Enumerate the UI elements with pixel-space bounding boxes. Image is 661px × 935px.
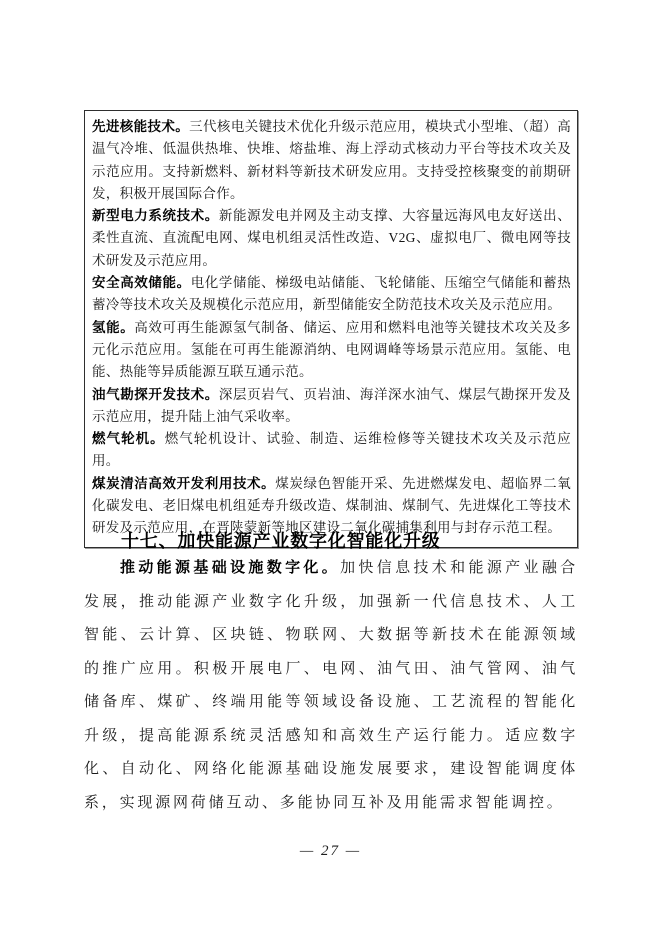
technology-definitions-box <box>84 110 578 548</box>
tech-entry-gas-turbine <box>92 428 571 473</box>
tech-entry-energy-storage <box>92 272 571 317</box>
tech-term: 燃气轮机。 <box>92 431 165 447</box>
tech-desc: 深层页岩气、页岩油、海洋深水油气、煤层气勘探开发及示范应用，提升陆上油气采收率。 <box>92 386 571 424</box>
tech-entry-hydrogen <box>92 317 571 384</box>
paragraph-lead: 推动能源基础设施数字化。 <box>120 560 341 576</box>
tech-desc: 燃气轮机设计、试验、制造、运维检修等关键技术攻关及示范应用。 <box>92 431 571 469</box>
tech-entry-oil-gas-exploration <box>92 384 571 429</box>
tech-desc: 电化学储能、梯级电站储能、飞轮储能、压缩空气储能和蓄热蓄冷等技术攻关及规模化示范应用，新型储能安全防范技术攻关及示范应用。 <box>92 275 571 313</box>
tech-desc: 三代核电关键技术优化升级示范应用，模块式小型堆、（超）高温气冷堆、低温供热堆、快堆、熔盐堆、海上浮动式核动力平台等技术攻关及示范应用。支持新燃料、新材料等新技术研发应用。支持受控核聚变的前期研发，积极开展国际合作。 <box>92 119 571 201</box>
tech-desc: 煤炭绿色智能开采、先进燃煤发电、超临界二氧化碳发电、老旧煤电机组延寿升级改造、煤制油、煤制气、先进煤化工等技术研发及示范应用，在晋陕蒙新等地区建设二氧化碳捕集利用与封存示范工程。 <box>92 475 571 536</box>
paragraph-body: 加快信息技术和能源产业融合发展，推动能源产业数字化升级，加强新一代信息技术、人工智能、云计算、区块链、物联网、大数据等新技术在能源领域的推广应用。积极开展电厂、电网、油气田、油气管网、油气储备库、煤矿、终端用能等领域设备设施、工艺流程的智能化升级，提高能源系统灵活感知和高效生产运行能力。适应数字化、自动化、网络化能源基础设施发展要求，建设智能调度体系，实现源网荷储互动、多能协同互补及用能需求智能调控。 <box>84 560 578 811</box>
tech-desc: 新能源发电并网及主动支撑、大容量远海风电友好送出、柔性直流、直流配电网、煤电机组灵活性改造、V2G、虚拟电厂、微电网等技术研发及示范应用。 <box>92 208 571 268</box>
tech-term: 氢能。 <box>92 319 135 335</box>
tech-entry-new-power-system <box>92 205 571 272</box>
tech-term: 安全高效储能。 <box>92 275 191 291</box>
tech-desc: 高效可再生能源氢气制备、储运、应用和燃料电池等关键技术攻关及多元化示范应用。氢能在可再生能源消纳、电网调峰等场景示范应用。氢能、电能、热能等异质能源互联互通示范。 <box>92 319 571 380</box>
section-body-paragraph <box>84 552 578 820</box>
tech-entry-advanced-nuclear <box>92 116 571 205</box>
tech-term: 先进核能技术。 <box>92 119 190 134</box>
tech-term: 油气勘探开发技术。 <box>92 386 219 402</box>
section-heading: 十七、加快能源产业数字化智能化升级 <box>121 531 441 551</box>
page-number: — 27 — <box>299 843 362 859</box>
tech-term: 新型电力系统技术。 <box>92 208 219 224</box>
tech-term: 煤炭清洁高效开发利用技术。 <box>92 475 276 491</box>
